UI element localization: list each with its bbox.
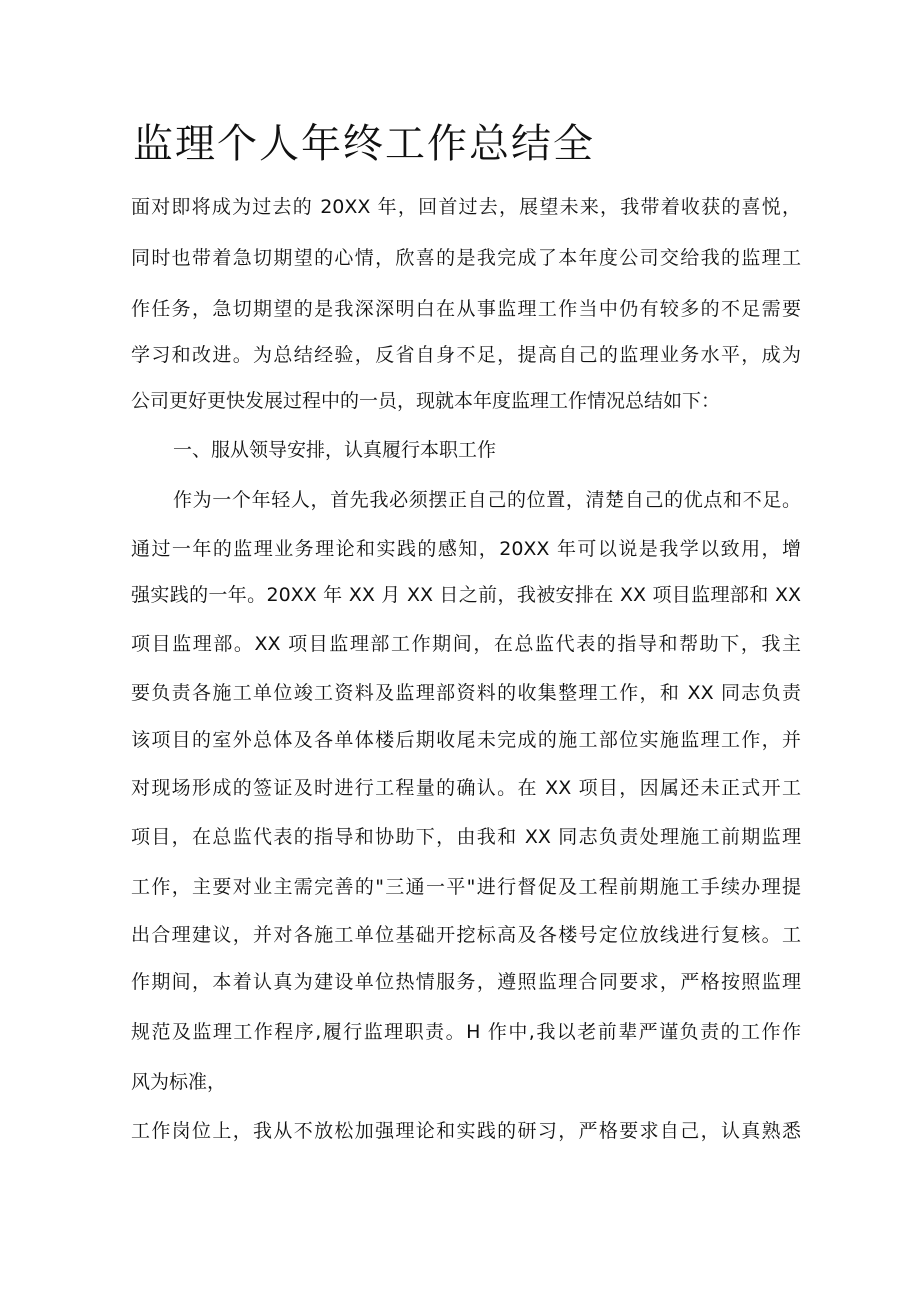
paragraph-line: 强实践的一年。20XX 年 XX 月 XX 日之前，我被安排在 XX 项目监理部和 XX [131,584,801,606]
paragraph-line: 风为标准， [131,1071,227,1093]
paragraph-line: 工作岗位上，我从不放松加强理论和实践的研习，严格要求自己，认真熟悉 [131,1120,801,1142]
paragraph-line: 通过一年的监理业务理论和实践的感知，20XX 年可以说是我学以致用，增 [131,538,801,560]
paragraph-line: 作为一个年轻人，首先我必须摆正自己的位置，清楚自己的优点和不足。 [173,489,801,511]
paragraph-line: 作任务，急切期望的是我深深明白在从事监理工作当中仍有较多的不足需要 [131,298,801,320]
paragraph-line: 该项目的室外总体及各单体楼后期收尾未完成的施工部位实施监理工作，并 [131,729,801,751]
paragraph-line: 作期间，本着认真为建设单位热情服务，遵照监理合同要求，严格按照监理 [131,971,801,993]
paragraph-line: 公司更好更快发展过程中的一员，现就本年度监理工作情况总结如下： [131,390,721,412]
paragraph-line: 项目监理部。XX 项目监理部工作期间，在总监代表的指导和帮助下，我主 [131,633,801,655]
paragraph-line: 出合理建议，并对各施工单位基础开挖标高及各楼号定位放线进行复核。工 [131,924,801,946]
paragraph-line: 工作，主要对业主需完善的"三通一平"进行督促及工程前期施工手续办理提 [131,876,801,898]
document-title: 监理个人年终工作总结全 [133,121,595,167]
section-heading: 一、服从领导安排，认真履行本职工作 [173,439,497,461]
paragraph-line: 同时也带着急切期望的心情，欣喜的是我完成了本年度公司交给我的监理工 [131,247,801,269]
paragraph-line: 面对即将成为过去的 20XX 年，回首过去，展望未来，我带着收获的喜悦， [131,196,801,218]
paragraph-line: 项目，在总监代表的指导和协助下，由我和 XX 同志负责处理施工前期监理 [131,826,801,848]
paragraph-line: 要负责各施工单位竣工资料及监理部资料的收集整理工作，和 XX 同志负责 [131,682,801,704]
paragraph-line: 对现场形成的签证及时进行工程量的确认。在 XX 项目，因属还未正式开工 [131,777,801,799]
paragraph-line: 规范及监理工作程序,履行监理职责。H 作中,我以老前辈严谨负责的工作作 [131,1021,801,1043]
paragraph-line: 学习和改进。为总结经验，反省自身不足，提高自己的监理业务水平，成为 [131,344,801,366]
